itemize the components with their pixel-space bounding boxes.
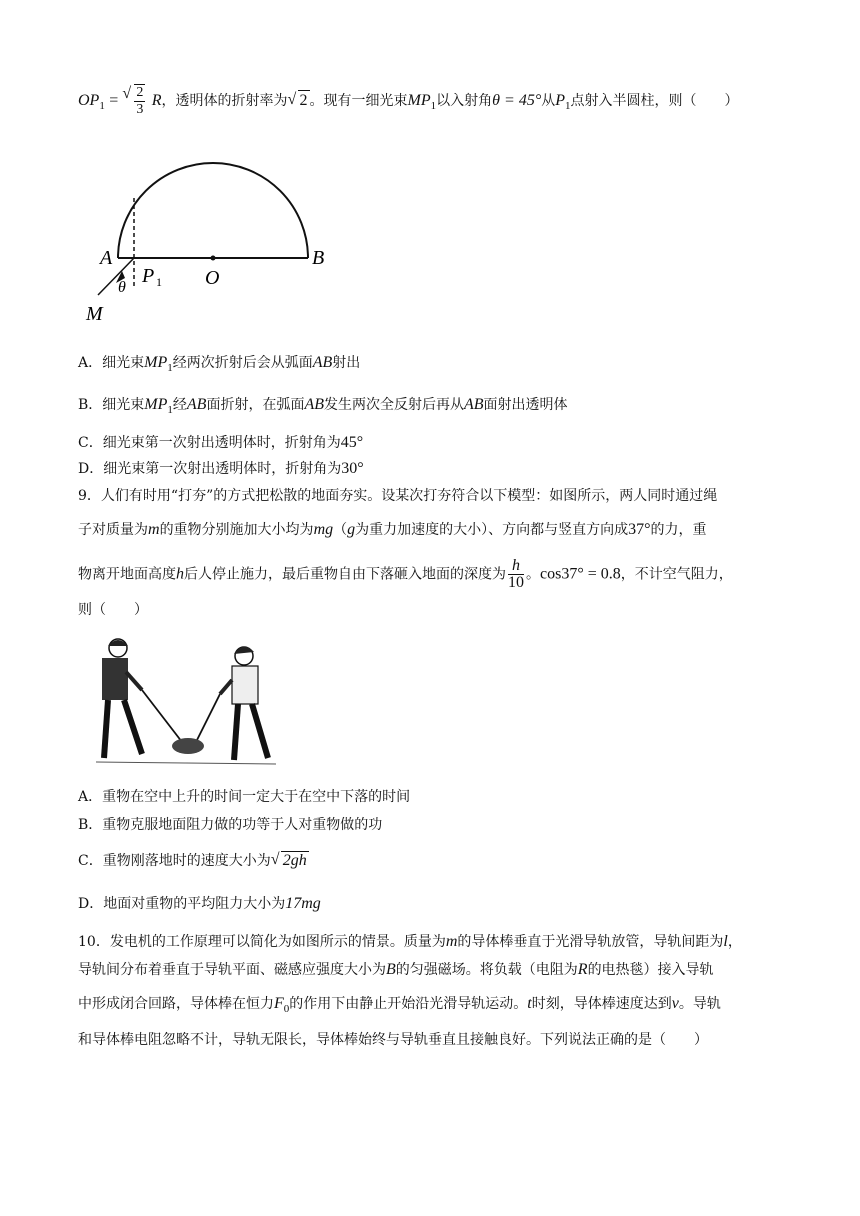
- mp1-symbol: $MP_1$: [407, 92, 437, 113]
- q8-option-d[interactable]: D．细光束第一次射出透明体时，折射角为30°: [78, 460, 364, 477]
- ab-symbol: AB: [304, 396, 324, 413]
- arc-ab: [118, 163, 308, 258]
- ground-line: [96, 762, 276, 764]
- ab-symbol: AB: [464, 396, 484, 413]
- q8-option-c[interactable]: C．细光束第一次射出透明体时，折射角为45°: [78, 434, 364, 451]
- text-segment: ，透明体的折射率为: [161, 93, 288, 109]
- text-segment: 以入射角: [436, 93, 493, 109]
- rope-left: [142, 690, 182, 742]
- q9-option-c[interactable]: C．重物刚落地时的速度大小为 √ 2gh: [78, 851, 307, 869]
- q9-option-b[interactable]: B．重物克服地面阻力做的功等于人对重物做的功: [78, 817, 383, 833]
- label-a: A: [100, 247, 113, 269]
- label-theta: θ: [118, 279, 126, 296]
- rope-right: [196, 694, 220, 742]
- q9-line-3: 物离开地面高度h后人停止施力，最后重物自由下落砸入地面的深度为 $\frac{h}{10}$ 。cos37° = 0.8，不计空气阻力，: [78, 557, 733, 591]
- q8-option-a[interactable]: A．细光束$MP_1$经两次折射后会从弧面AB射出: [78, 354, 361, 375]
- text-segment: 从: [541, 93, 556, 109]
- person-left-leg: [104, 700, 108, 758]
- h-over-10: $\frac{h}{10}$: [508, 557, 524, 591]
- q9-line-4: 则（ ）: [78, 602, 148, 618]
- person-right-leg: [234, 704, 238, 760]
- text-segment: 。现有一细光束: [309, 93, 408, 109]
- op1-symbol: $OP_1$: [78, 92, 105, 113]
- theta-equation: θ = 45°: [492, 92, 542, 109]
- q9-option-a[interactable]: A．重物在空中上升的时间一定大于在空中下落的时间: [78, 789, 411, 805]
- q8-option-b[interactable]: B．细光束$MP_1$经AB面折射，在弧面AB发生两次全反射后再从AB面射出透明体: [78, 396, 568, 417]
- ab-symbol: AB: [186, 396, 207, 413]
- person-left-arm: [126, 672, 142, 690]
- p1-symbol: $P_1$: [555, 92, 571, 113]
- person-right-arm: [220, 680, 232, 694]
- person-right-leg: [252, 704, 268, 758]
- text-segment: 点射入半圆柱，则（ ）: [570, 93, 739, 109]
- radius-symbol: R: [151, 92, 162, 109]
- q10-line-3: 中形成闭合回路，导体棒在恒力$F_0$的作用下由静止开始沿光滑导轨运动。t时刻，导体棒速度达到v。导轨: [78, 995, 721, 1016]
- tamping-figure: [96, 634, 286, 774]
- sqrt-fraction: √ $\frac{2}{3}$: [122, 85, 144, 117]
- weight-stone: [172, 738, 204, 754]
- q10-line-2: 导轨间分布着垂直于导轨平面、磁感应强度大小为B的匀强磁场。将负载（电阻为R的电热毯）接入导轨: [78, 961, 714, 978]
- person-left-hat: [108, 640, 128, 646]
- label-o: O: [205, 267, 220, 289]
- q9-line-2: 子对质量为m的重物分别施加大小均为mg（g为重力加速度的大小）、方向都与竖直方向成37°的力，重: [78, 521, 707, 538]
- person-left-body: [102, 658, 128, 700]
- label-p-sub: 1: [156, 275, 162, 289]
- mp1-symbol: $MP_1$: [144, 396, 173, 417]
- label-b: B: [312, 247, 325, 269]
- q9-line-1: 9．人们有时用“打夯”的方式把松散的地面夯实。设某次打夯符合以下模型：如图所示，两人同时通过绳: [78, 488, 718, 504]
- label-m: M: [86, 303, 103, 325]
- sqrt-2gh: √ 2gh: [270, 851, 307, 869]
- sqrt-two: √ 2: [287, 91, 308, 109]
- label-p: P: [142, 265, 155, 287]
- q10-line-1: 10．发电机的工作原理可以简化为如图所示的情景。质量为m的导体棒垂直于光滑导轨放管，导轨间距为l，: [78, 933, 742, 950]
- half-cylinder-figure: [78, 130, 338, 330]
- person-right-body: [232, 666, 258, 704]
- q8-intro-line: $OP_1$ = √ $\frac{2}{3}$ R，透明体的折射率为 √ 2 。现有一细光束$MP_1$以入射角θ = 45°从$P_1$点射入半圆柱，则（ ）: [78, 85, 739, 117]
- q9-option-d[interactable]: D．地面对重物的平均阻力大小为17mg: [78, 895, 321, 912]
- q10-line-4: 和导体棒电阻忽略不计，导轨无限长，导体棒始终与导轨垂直且接触良好。下列说法正确的是（ ）: [78, 1032, 708, 1048]
- person-left-leg: [124, 700, 142, 754]
- center-point: [211, 256, 216, 261]
- mp1-symbol: $MP_1$: [144, 354, 173, 375]
- ab-symbol: AB: [312, 354, 333, 371]
